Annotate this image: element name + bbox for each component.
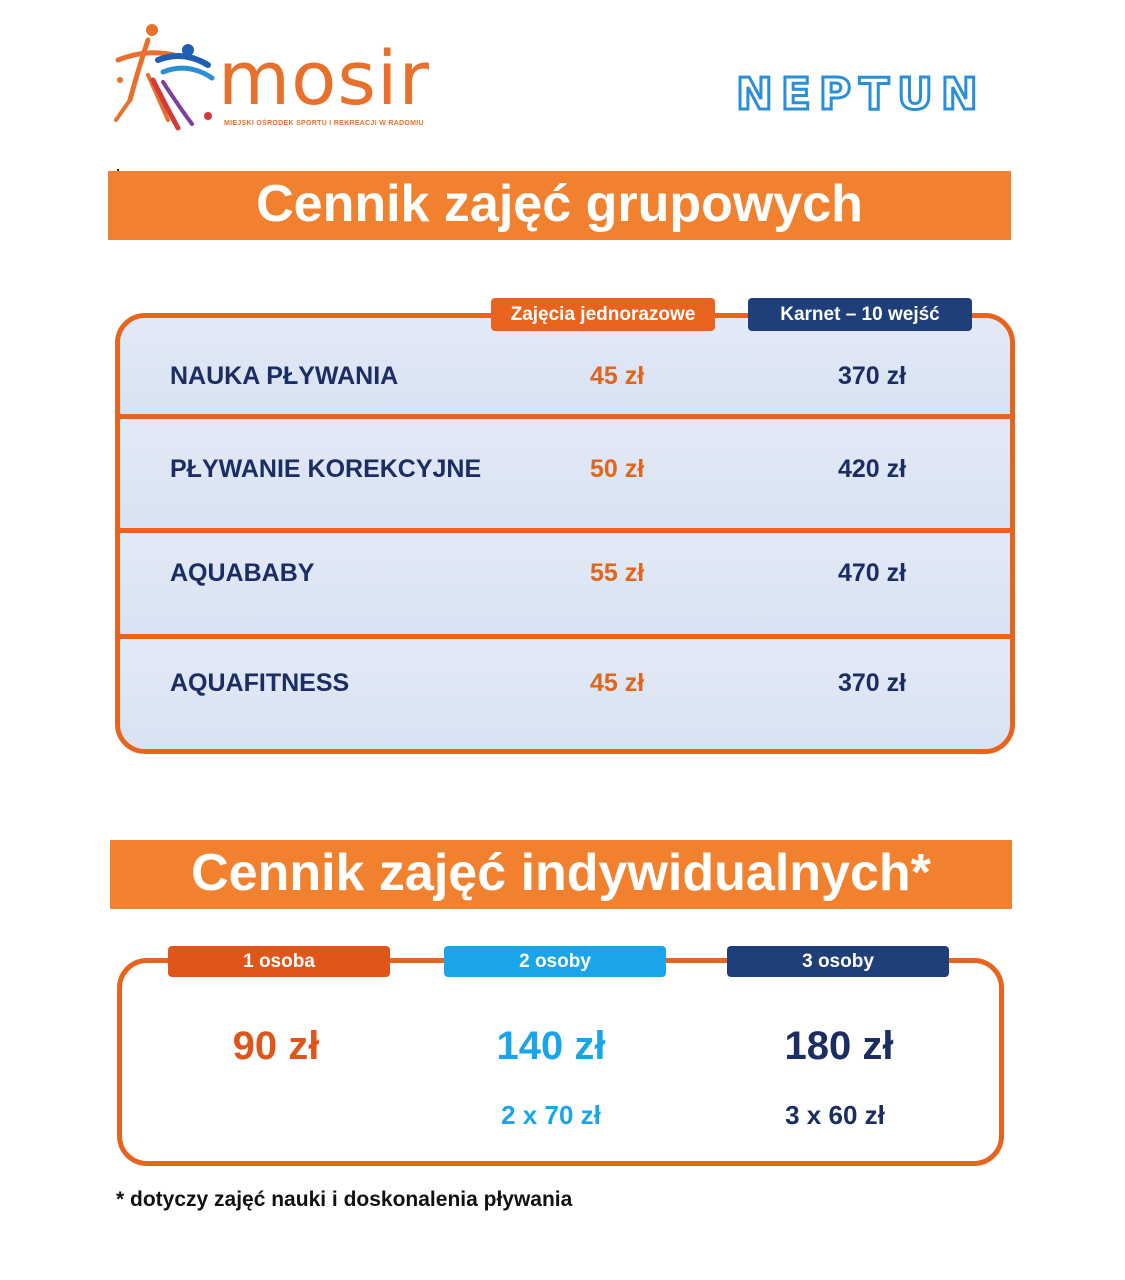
option-label-2-persons: 2 osoby (444, 946, 666, 977)
option-label-3-persons: 3 osoby (727, 946, 949, 977)
pass-price: 420 zł (838, 455, 907, 483)
group-price-table (115, 313, 1015, 754)
class-name: AQUABABY (170, 559, 315, 587)
group-section-title: Cennik zajęć grupowych (108, 171, 1011, 240)
column-label-single: Zajęcia jednorazowe (491, 298, 715, 331)
mosir-subtitle: MIEJSKI OŚRODEK SPORTU I REKREACJI W RADOMIU (224, 120, 424, 127)
single-price: 55 zł (590, 559, 645, 587)
table-row (120, 639, 1010, 749)
individual-section-title: Cennik zajęć indywidualnych* (110, 840, 1012, 909)
pass-price: 370 zł (838, 669, 907, 697)
single-price: 45 zł (590, 362, 645, 390)
table-row (120, 419, 1010, 528)
pass-price: 470 zł (838, 559, 907, 587)
class-name: AQUAFITNESS (170, 669, 350, 697)
price-detail-3-persons: 3 x 60 zł (785, 1100, 885, 1130)
column-label-pass: Karnet – 10 wejść (748, 298, 972, 331)
neptun-wordmark: NEPTUN (736, 69, 986, 120)
single-price: 45 zł (590, 669, 645, 697)
mosir-logo (108, 20, 428, 132)
mosir-wordmark: mosir (218, 36, 430, 122)
class-name: PŁYWANIE KOREKCYJNE (170, 455, 482, 483)
single-price: 50 zł (590, 455, 645, 483)
neptun-logo (736, 68, 1028, 128)
table-row (120, 318, 1010, 414)
table-row (120, 533, 1010, 634)
footnote: * dotyczy zajęć nauki i doskonalenia pływania (116, 1188, 573, 1211)
price-2-persons: 140 zł (496, 1024, 606, 1068)
swimmer-figure-icon (108, 20, 218, 132)
price-3-persons: 180 zł (784, 1024, 894, 1068)
class-name: NAUKA PŁYWANIA (170, 362, 399, 390)
price-detail-2-persons: 2 x 70 zł (501, 1100, 601, 1130)
option-label-1-person: 1 osoba (168, 946, 390, 977)
pass-price: 370 zł (838, 362, 907, 390)
price-1-person: 90 zł (232, 1024, 320, 1068)
